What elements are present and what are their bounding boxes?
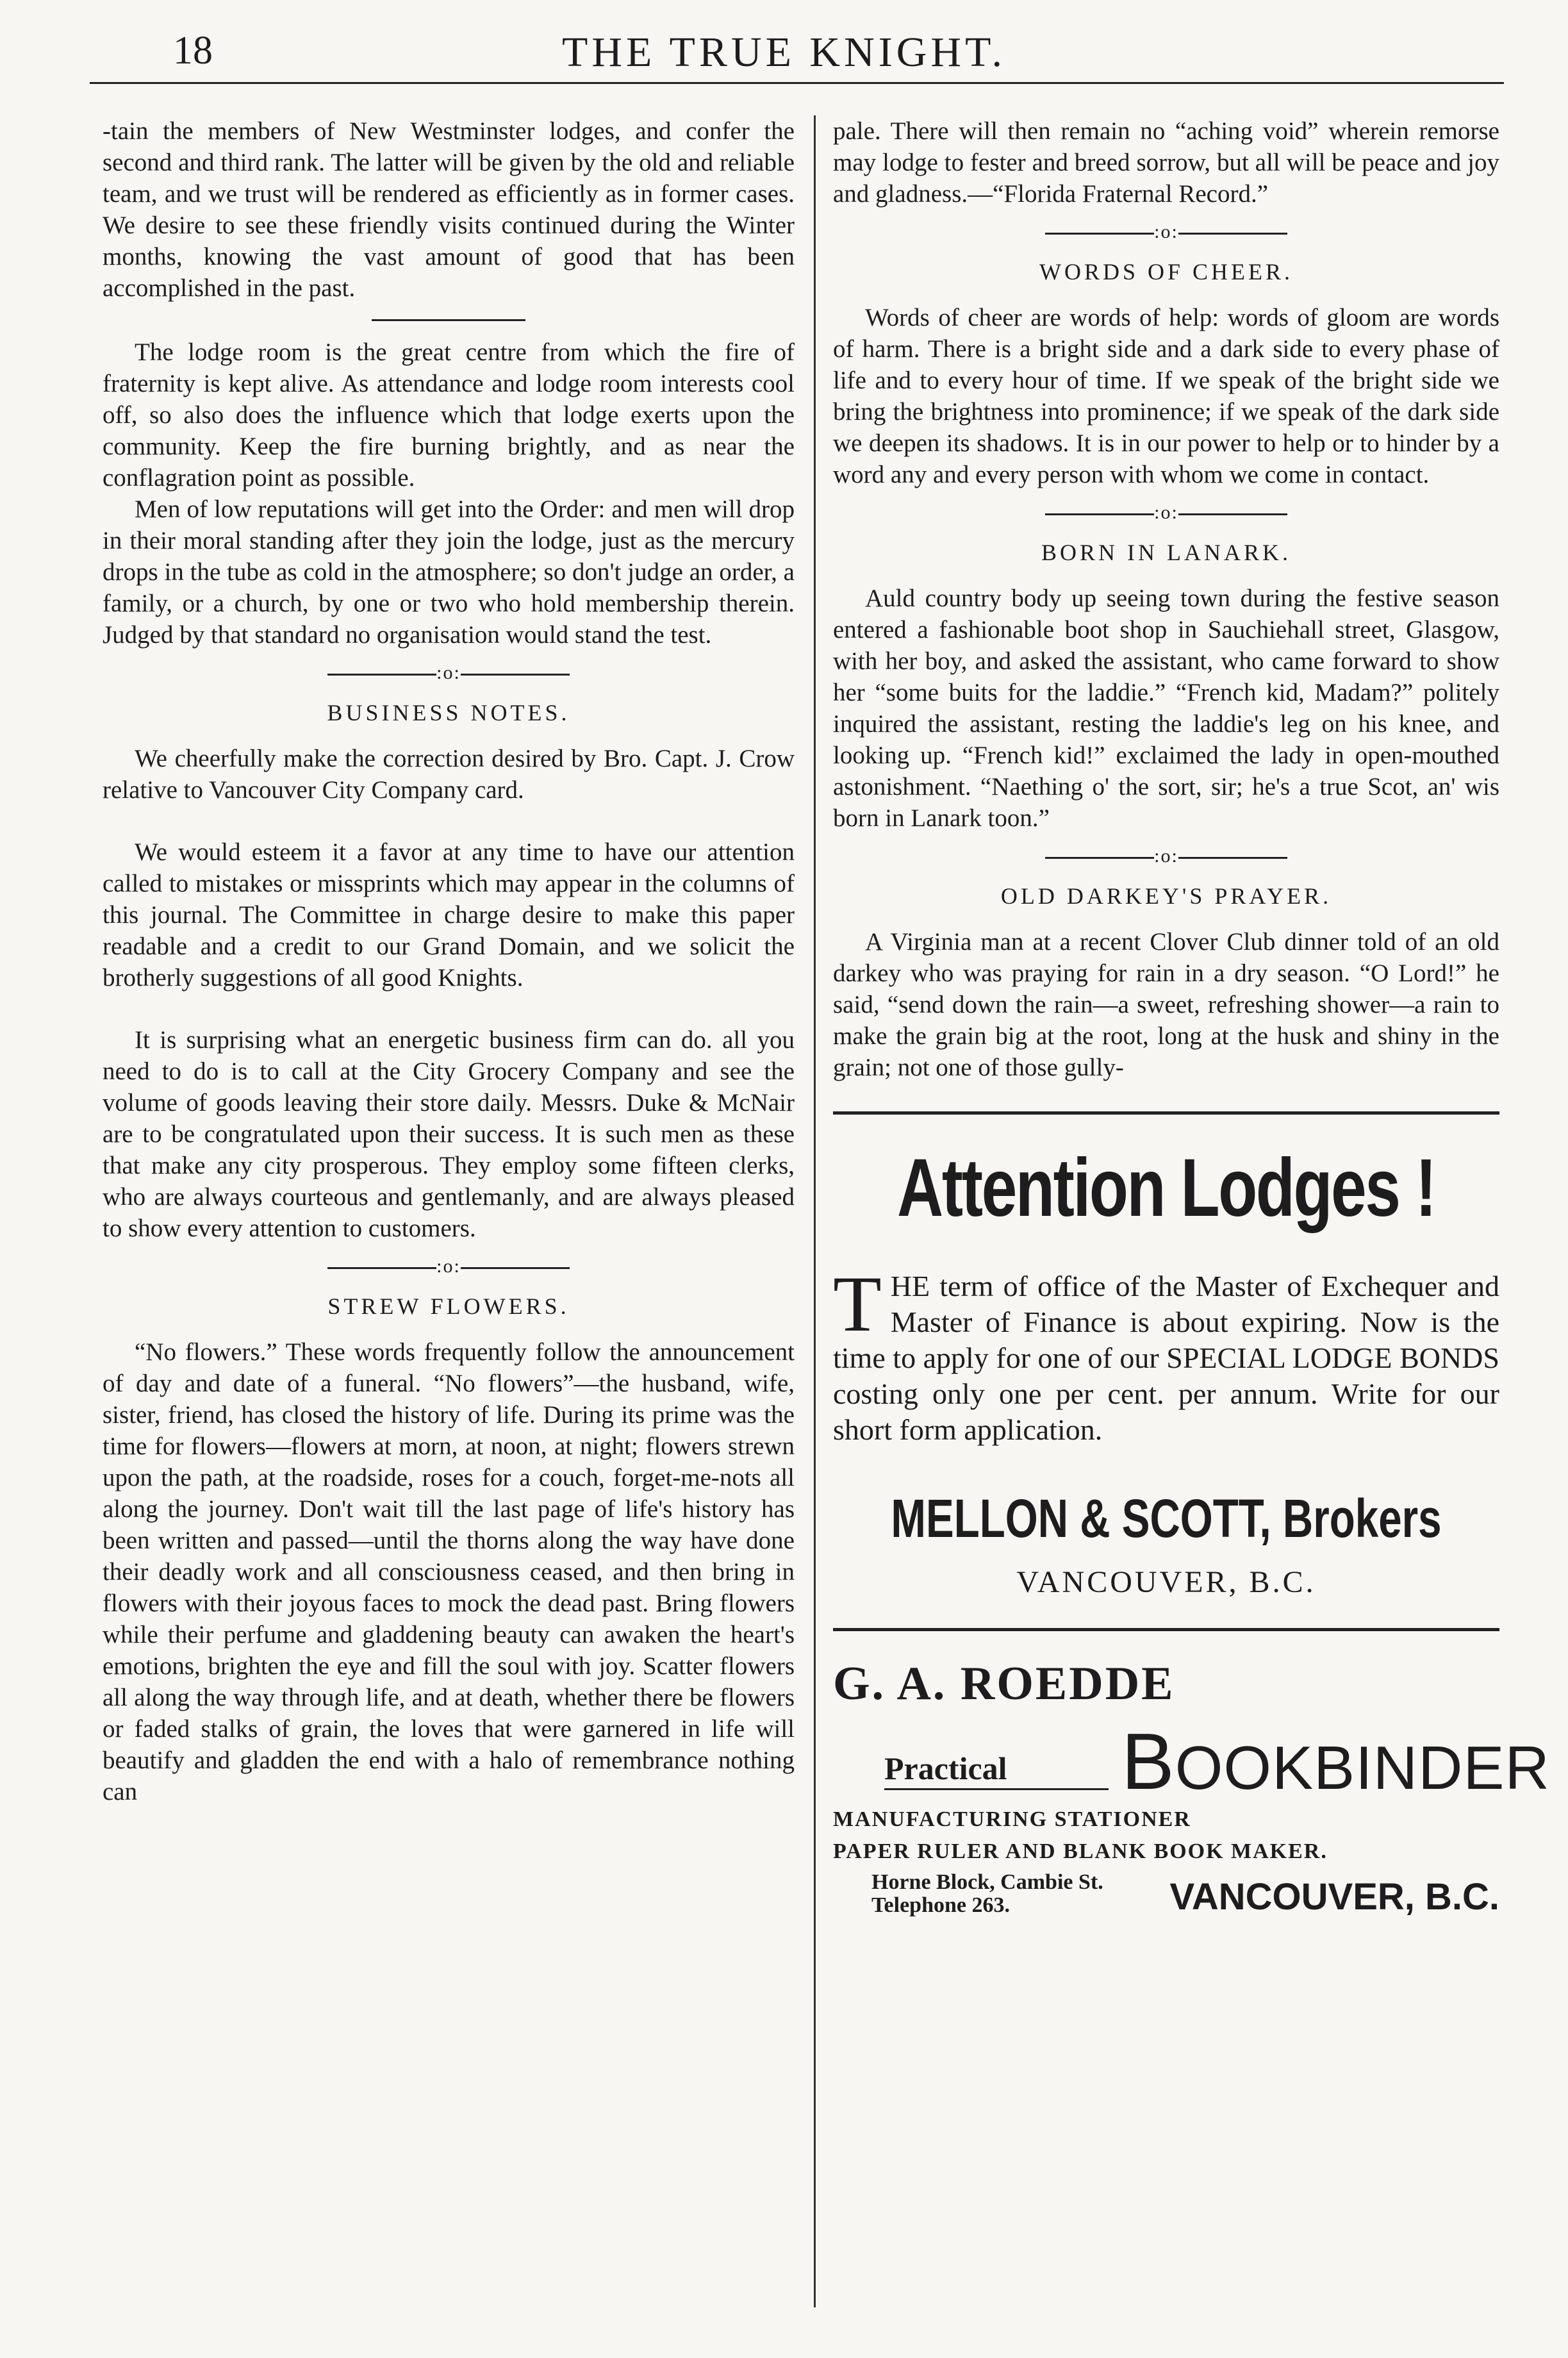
advertisement-roedde [833,1657,1550,1928]
ad-firm-name: MELLON & SCOTT, Brokers [891,1488,1442,1548]
section-separator: :o: [833,502,1499,524]
section-separator: :o: [833,221,1499,243]
section-separator: :o: [103,1256,795,1277]
ad-rule [833,1628,1499,1631]
ad-rule [833,1111,1499,1115]
paragraph: We would esteem it a favor at any time to have our attention called to mistakes or missprints which may appear in the columns of this journal. The Committee in charge desire to make this paper readable and a credit to our Grand Domain, and we solicit the brotherly suggestions of all good Knights. [103,838,795,992]
page-number: 18 [173,29,213,72]
header-rule [90,82,1504,84]
ad-headline: Attention Lodges ! [897,1142,1435,1234]
section-separator: :o: [833,845,1499,867]
ad-address [833,1870,1499,1928]
paragraph: “No flowers.” These words frequently follow the announcement of day and date of a funeral. “No flowers”—the husband, wife, sister, friend, has closed the history of life. During its prime was the time for flowers—flowers at morn, at noon, at night; flowers strewn upon the path, at the roadside, roses for a couch, forget-me-nots all along the journey. Don't wait till the last page of life's history has been written and passed—until the thorns along the way have done their deadly work and all consciousness ceased, and then bring in flowers with their joyous faces to mock the dead past. Bring flowers while their perfume and gladdening beauty can awaken the heart's emotions, brighten the eye and fill the soul with joy. Scatter flowers all along the way through life, and at death, whether there be flowers or faded stalks of grain, the loves that were garnered in life will beautify and gladden the end with a halo of remembrance nothing can [103,1338,795,1806]
section-heading-business-notes: BUSINESS NOTES. [327,700,570,726]
left-column [103,115,795,1807]
ad-name: G. A. ROEDDE [833,1657,1175,1710]
advertisement-mellon-scott [833,1140,1499,1600]
ad-practical: Practical [884,1750,1007,1786]
section-heading-words-of-cheer: WORDS OF CHEER. [1039,259,1294,285]
paragraph: It is surprising what an energetic business firm can do. all you need to do is to call at the City Grocery Company and see the volume of goods leaving their store daily. Messrs. Duke & McNair are to be congratulated upon their success. It is such men as these that make any city prosperous. They employ some fifteen clerks, who are always courteous and gentlemanly, and are always pleased to show every attention to customers. [103,1026,795,1242]
ad-address-line: Horne Block, Cambie St. [871,1870,1103,1894]
ad-body: THE term of office of the Master of Exchequer and Master of Finance is about expiring. Now is the time to apply for one of our SPECIAL LODGE BONDS costing only one per cent. per annum. Write for our short form application. [833,1260,1499,1446]
ad-line-2: PAPER RULER AND BLANK BOOK MAKER. [833,1839,1328,1863]
ad-telephone: Telephone 263. [871,1893,1011,1917]
running-head [83,23,1485,87]
ad-city: VANCOUVER, B.C. [1169,1876,1499,1918]
ad-city: VANCOUVER, B.C. [1016,1565,1316,1599]
paragraph: We cheerfully make the correction desired by Bro. Capt. J. Crow relative to Vancouver City Company card. [103,745,795,804]
paragraph: pale. There will then remain no “aching void” wherein remorse may lodge to fester and breed sorrow, but all will be peace and joy and gladness.—“Florida Fraternal Record.” [833,117,1499,208]
short-rule [372,319,525,321]
section-heading-born-in-lanark: BORN IN LANARK. [1041,540,1291,565]
paragraph: Men of low reputations will get into the Order: and men will drop in their moral standing after they join the lodge, just as the mercury drops in the tube as cold in the atmosphere; so don't judge an order, a family, or a church, by one or two who hold membership therein. Judged by that standard no organisation would stand the test. [103,495,795,649]
paragraph: Auld country body up seeing town during the festive season entered a fashionable boot shop in Sauchiehall street, Glasgow, with her boy, and asked the assistant, who came forward to show her “some buits for the laddie.” “French kid, Madam?” politely inquired the assistant, resting the laddie's leg on his knee, and looking up. “French kid!” exclaimed the lady in open-mouthed astonishment. “Naething o' the sort, sir; he's a true Scot, an' wis born in Lanark toon.” [833,585,1499,832]
section-heading-old-darkeys-prayer: OLD DARKEY'S PRAYER. [1000,883,1332,909]
paragraph: Words of cheer are words of help: words of gloom are words of harm. There is a bright side and a dark side to every phase of life and to every hour of time. If we speak of the bright side we bring the brightness into prominence; if we speak of the dark side we deepen its shadows. It is in our power to help or to hinder by a word any and every person with whom we come in contact. [833,304,1499,488]
journal-title: THE TRUE KNIGHT. [562,29,1006,76]
section-separator: :o: [103,662,795,684]
right-column [833,115,1550,1928]
ad-trade-row [833,1716,1550,1806]
section-heading-strew-flowers: STREW FLOWERS. [327,1293,570,1319]
drop-cap: T [833,1260,882,1348]
ad-trade: BOOKBINDER [1121,1718,1550,1806]
paragraph: -tain the members of New Westminster lodges, and confer the second and third rank. The latter will be given by the old and reliable team, and we trust will be rendered as efficiently as in former cases. We desire to see these friendly visits continued during the Winter months, knowing the vast amount of good that has been accomplished in the past. [103,117,795,302]
ad-line-1: MANUFACTURING STATIONER [833,1807,1191,1831]
paragraph: A Virginia man at a recent Clover Club dinner told of an old darkey who was praying for rain in a dry season. “O Lord!” he said, “send down the rain—a sweet, refreshing shower—a rain to make the grain big at the root, long at the husk and shiny in the grain; not one of those gully- [833,928,1499,1081]
paragraph: The lodge room is the great centre from which the fire of fraternity is kept alive. As attendance and lodge room interests cool off, so also does the influence which that lodge exerts upon the community. Keep the fire burning brightly, and as near the conflagration point as possible. [103,338,795,492]
column-divider [814,115,816,2307]
